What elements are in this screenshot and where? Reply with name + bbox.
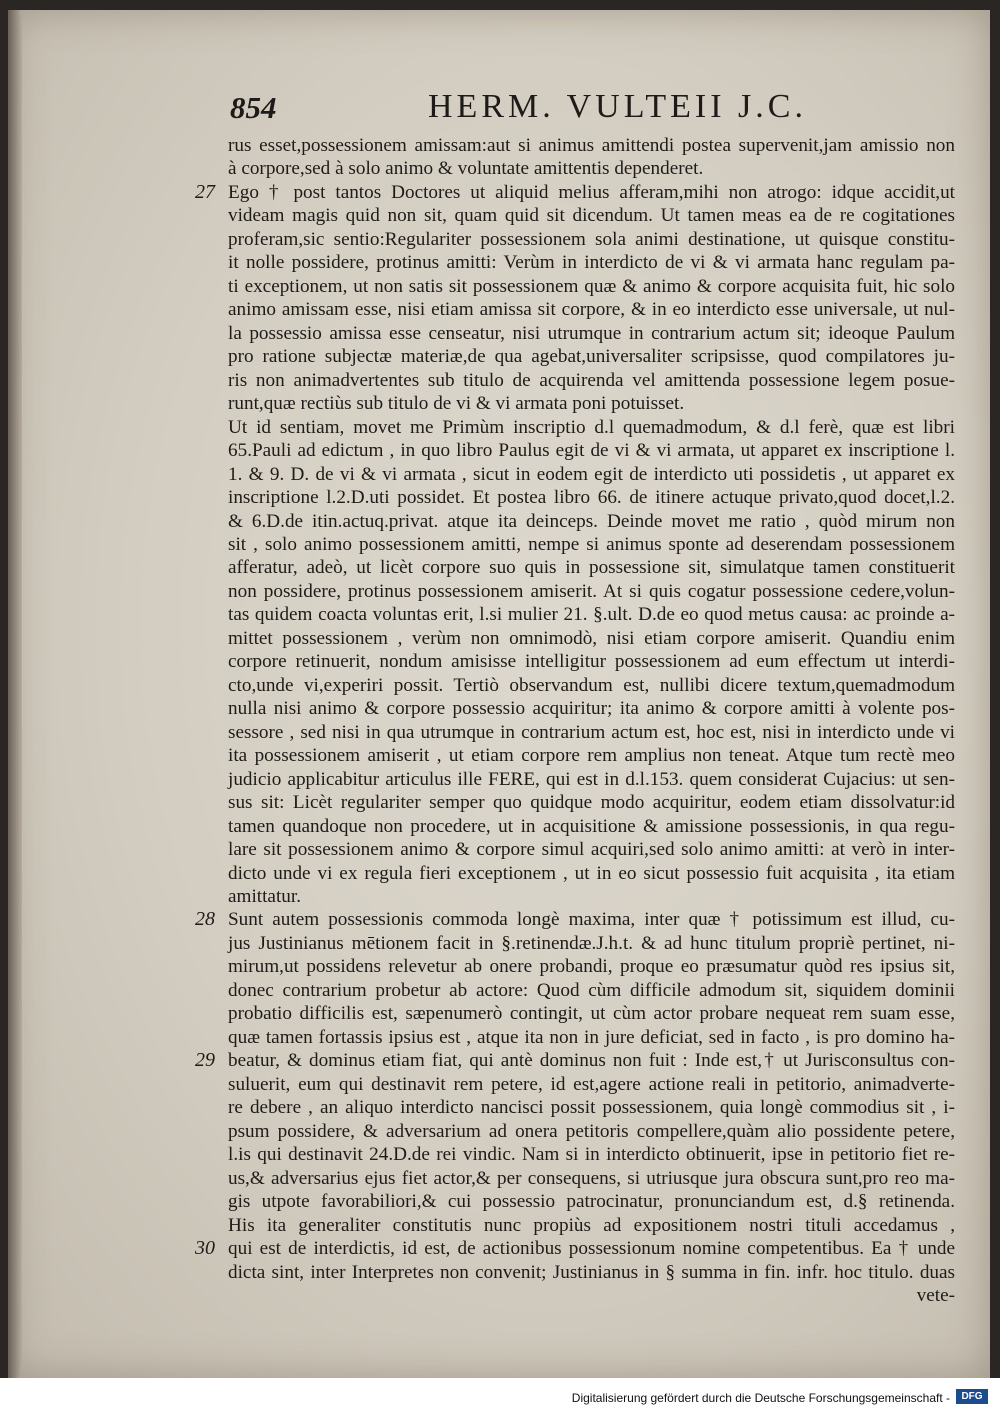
text-line (228, 392, 955, 415)
text-line (195, 908, 955, 931)
text-line (228, 275, 955, 298)
line-text: videam magis quid non sit, quam quid sit dicendum. Ut tamen meas ea de re cogitationes (228, 205, 955, 227)
line-text: re debere , an aliquo interdicto nancisci possit possessionem, quia longè commodius sit , i- (228, 1097, 955, 1119)
text-line (228, 580, 955, 603)
text-line (228, 791, 955, 814)
line-text: sessore , sed nisi in qua utrumque in contrarium actum est, hoc est, nisi in interdicto unde vi (228, 721, 955, 743)
text-line (195, 1237, 955, 1260)
line-text: Sunt autem possessionis commoda longè maxima, inter quæ † potissimum est illud, cu- (228, 909, 955, 931)
margin-number: 28 (195, 908, 215, 931)
margin-number: 29 (195, 1049, 215, 1072)
text-line (228, 721, 955, 744)
line-text: His ita generaliter constitutis nunc propiùs ad expositionem nostri tituli accedamus , (228, 1214, 955, 1236)
text-line (228, 1096, 955, 1119)
line-text: ita possessionem amiserit , ut etiam corpore rem amplius non teneat. Atque tum rectè meo (228, 745, 955, 767)
line-text: pro ratione subjectæ materiæ,de qua agebat,universaliter scripsisse, quod compilatores ju- (228, 346, 955, 368)
funding-notice: Digitalisierung gefördert durch die Deutsche Forschungsgemeinschaft - (571, 1391, 950, 1405)
text-line (228, 1026, 955, 1049)
text-line (228, 134, 955, 157)
text-line (228, 1143, 955, 1166)
text-line (228, 251, 955, 274)
line-text: 65.Pauli ad edictum , in quo libro Paulus egit de vi & vi armata, ut apparet ex inscriptione l. (228, 440, 955, 462)
line-text: judicio applicabitur articulus ille FERE, qui est in d.l.153. quem considerat Cujacius: ut sen- (228, 768, 955, 790)
line-text: tas quidem coacta voluntas erit, l.si mulier 21. §.ult. D.de eo quod metus causa: ac proinde a- (228, 604, 955, 626)
line-text: quæ tamen fortassis ipsius est , atque ita non in jure deficiat, sed in facto , is pro domino ha- (228, 1026, 955, 1048)
text-line (228, 1073, 955, 1096)
text-line (195, 180, 955, 204)
line-text: lare sit possessionem animo & corpore simul acquiri,sed solo animo amitti: at verò in inter- (228, 839, 955, 861)
text-line (228, 627, 955, 650)
text-line (228, 838, 955, 861)
line-text: Ego † post tantos Doctores ut aliquid melius afferam,mihi non atrogo: idque accidit,ut (228, 181, 955, 203)
text-line (228, 979, 955, 1002)
line-text: 1. & 9. D. de vi & vi armata , sicut in eodem egit de interdicto uti possidetis , ut apparet ex (228, 463, 955, 485)
line-text: probatio difficilis est, sæpenumerò contingit, ut cùm actor probare nequeat rem suam esse, (228, 1003, 955, 1025)
line-text: gis utpote favorabiliori,& cui possessio patrocinatur, pronunciandum est, d.§ retinenda. (228, 1191, 955, 1213)
line-text: psum possidere, & adversarium ad onera petitoris compellere,quàm alio possidente petere, (228, 1120, 955, 1142)
text-line (228, 650, 955, 673)
text-line (228, 603, 955, 626)
line-text: sit , solo animo possessionem amitti, nempe si animus sponte ad deserendam possessionem (228, 533, 955, 555)
line-text: Ut id sentiam, movet me Primùm inscriptio d.l quemadmodum, & d.l ferè, quæ est libri (228, 416, 955, 438)
footer-bar (0, 1378, 1000, 1413)
text-line (228, 157, 955, 180)
line-text: afferatur, adeò, ut licèt corpore suo quis in possessione sit, simulatque tamen constituerit (228, 557, 955, 579)
text-line (228, 1167, 955, 1190)
line-text: inscriptione l.2.D.uti possidet. Et postea libro 66. de itinere actuque privato,quod docet,l.2. (228, 487, 955, 509)
line-text: la possessio amissa esse censeatur, nisi utrumque in contrarium actum sit; ideoque Paulum (228, 322, 955, 344)
line-text: ris non animadvertentes sub titulo de acquirenda vel amittenda possessione legem posue- (228, 369, 955, 391)
text-line (228, 815, 955, 838)
line-text: nulla nisi animo & corpore possessio acquiritur; ita animo & corpore amitti à volente pos- (228, 698, 955, 720)
line-text: donec contrarium probetur ab actore: Quod cùm difficile admodum sit, siquidem dominii (228, 979, 955, 1001)
dfg-logo: DFG (956, 1389, 988, 1404)
text-line (228, 1284, 955, 1307)
page-header (230, 88, 930, 132)
text-line (228, 556, 955, 579)
line-text: vete- (916, 1284, 955, 1306)
text-line (228, 322, 955, 345)
text-line (228, 345, 955, 368)
line-text: beatur, & dominus etiam fiat, qui antè dominus non fuit : Inde est,† ut Jurisconsultus con- (228, 1050, 955, 1072)
text-line (228, 1261, 955, 1284)
text-line (228, 228, 955, 251)
text-line (228, 439, 955, 462)
line-text: à corpore,sed à solo animo & voluntate amittentis dependeret. (228, 158, 704, 180)
line-text: qui est de interdictis, id est, de actionibus possessionum nomine competentibus. Ea † unde (228, 1238, 955, 1260)
text-line (228, 744, 955, 767)
text-line (228, 204, 955, 227)
line-text: it nolle possidere, protinus amitti: Verùm in interdicto de vi & vi armata hanc regulam pa- (228, 252, 955, 274)
line-text: tamen quandoque non procedere, ut in acquisitione & amissione possessionis, in qua regu- (228, 815, 955, 837)
line-text: proferam,sic sentio:Regulariter possessionem sola animi destinatione, ut quisque constitu- (228, 228, 955, 250)
line-text: runt,quæ rectiùs sub titulo de vi & vi armata poni potuisset. (228, 393, 685, 415)
line-text: suluerit, eum qui destinavit rem petere, id est,agere actione reali in petitorio, animadverte- (228, 1073, 955, 1095)
line-text: ti exceptionem, ut non satis sit possessionem quæ & animo & corpore acquisita fuit, hic solo (228, 275, 955, 297)
text-line (228, 1002, 955, 1025)
line-text: corpore retinuerit, nondum amisisse intelligitur possessionem ad eum effectum ut interdi- (228, 651, 955, 673)
page-number: 854 (230, 90, 277, 125)
line-text: dicto unde vi ex regula fieri exceptionem , ut in eo sicut possessio fuit acquisita , ita etiam (228, 862, 955, 884)
line-text: jus Justinianus mētionem facit in §.retinendæ.J.h.t. & ad hunc titulum propriè pertinet, ni- (228, 932, 955, 954)
margin-number: 27 (195, 180, 215, 203)
line-text: us,& adversarius ejus fiet actor,& per consequens, si utriusque jura obscura sunt,pro reo ma- (228, 1167, 955, 1189)
text-line (228, 369, 955, 392)
text-body (195, 134, 955, 1307)
line-text: rus esset,possessionem amissam:aut si animus amittendi postea supervenit,jam amissio non (228, 135, 955, 156)
page-binding-edge (8, 10, 22, 1378)
line-text: dicta sint, inter Interpretes non convenit; Justinianus in § summa in fin. infr. hoc titulo. duas (228, 1261, 955, 1283)
text-line (228, 885, 955, 908)
text-line (228, 697, 955, 720)
text-line (228, 932, 955, 955)
text-line (228, 533, 955, 556)
text-line (228, 463, 955, 486)
line-text: animo amissam esse, nisi etiam amissa sit corpore, & in eo interdicto esse universale, ut nul- (228, 299, 955, 321)
line-text: amittatur. (228, 886, 302, 907)
text-line (228, 1190, 955, 1213)
line-text: non possidere, protinus possessionem amiserit. At si quis cogatur possessione cedere,volun- (228, 580, 955, 602)
running-head: HERM. VULTEII J.C. (428, 88, 807, 125)
text-line (228, 955, 955, 978)
text-line (228, 298, 955, 321)
line-text: & 6.D.de itin.actuq.privat. atque ita deinceps. Deinde movet me ratio , quòd mirum non (228, 510, 955, 532)
line-text: mirum,ut possidens relevetur ab onere probandi, proque eo præsumatur quòd res ipsius sit, (228, 956, 955, 978)
text-line (228, 862, 955, 885)
line-text: cto,unde vi,experiri possit. Tertiò observandum est, nullibi dicere textum,quemadmodum (228, 674, 955, 696)
line-text: sus sit: Licèt regulariter semper quo quidque modo acquiritur, eodem etiam dissolvatur:id (228, 792, 955, 814)
text-line (228, 1214, 955, 1237)
text-line (228, 1120, 955, 1143)
text-line (228, 510, 955, 533)
text-line (228, 768, 955, 791)
margin-number: 30 (195, 1237, 215, 1260)
text-line (228, 674, 955, 697)
line-text: l.is qui destinavit 24.D.de rei vindic. Nam si in interdicto obtinuerit, ipse in petitorio fiet re- (228, 1144, 955, 1166)
line-text: mittet possessionem , verùm non omnimodò, nisi etiam corpore amiserit. Quandiu enim (228, 627, 955, 649)
text-line (228, 416, 955, 439)
text-line (195, 1049, 955, 1072)
text-line (228, 486, 955, 509)
